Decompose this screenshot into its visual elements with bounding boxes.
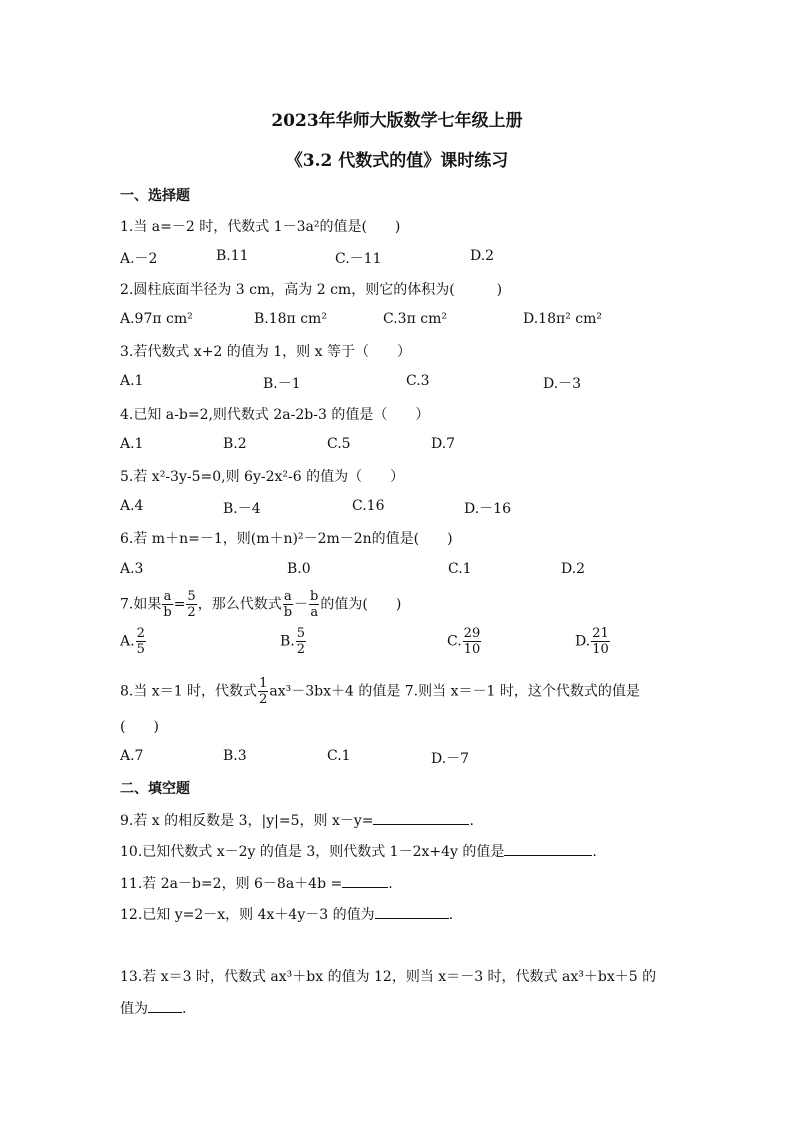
- q7-option-a: A. $\frac{2}{5}$: [120, 626, 145, 657]
- question-4: 4.已知 a-b=2,则代数式 2a-2b-3 的值是（ ）: [120, 407, 430, 423]
- q7-option-d: D. $\frac{21}{10}$: [575, 626, 609, 657]
- q3-option-a: A.1: [120, 373, 144, 389]
- question-11: 11.若 2a－b=2，则 6－8a＋4b = .: [120, 873, 393, 893]
- q10-answer-blank[interactable]: [504, 841, 592, 856]
- question-1: 1.当 a=－2 时，代数式 1－3a²的值是( ): [120, 219, 401, 235]
- question-6: 6.若 m＋n=－1，则(m＋n)²－2m－2n的值是( ): [120, 531, 453, 547]
- q4-option-a: A.1: [120, 436, 144, 452]
- q1-option-d: D.2: [470, 248, 495, 264]
- q7-option-b: B. $\frac{5}{2}$: [280, 626, 306, 657]
- q9-answer-blank[interactable]: [373, 810, 469, 825]
- q6-option-a: A.3: [120, 561, 144, 577]
- q7-fraction-b-over-a: $\frac{b}{a}$: [310, 589, 319, 620]
- q7-fraction-a-over-b: $\frac{a}{b}$: [163, 589, 172, 620]
- q7-option-c: C. $\frac{29}{10}$: [447, 626, 481, 657]
- q3-option-c: C.3: [406, 373, 430, 389]
- q4-option-b: B.2: [223, 436, 247, 452]
- q7-fraction-5-over-2: $\frac{5}{2}$: [187, 589, 196, 620]
- question-7: 7.如果 $\frac{a}{b}$ = $\frac{5}{2}$ ，那么代数式 $\frac{a}{b}$ － $\frac{b}{a}$ 的值为( ): [120, 589, 402, 620]
- q8-option-c: C.1: [327, 748, 351, 764]
- q4-option-c: C.5: [327, 436, 351, 452]
- q1-option-c: C.－11: [335, 251, 382, 267]
- q2-option-d: D.18π² cm²: [523, 311, 602, 327]
- q3-option-b: B.－1: [263, 376, 301, 392]
- q7-fraction-a-over-b-2: $\frac{a}{b}$: [283, 589, 293, 620]
- q5-option-c: C.16: [352, 498, 385, 514]
- q6-option-c: C.1: [448, 561, 472, 577]
- q4-option-d: D.7: [431, 436, 456, 452]
- q2-option-c: C.3π cm²: [383, 311, 447, 327]
- question-2: 2.圆柱底面半径为 3 cm，高为 2 cm，则它的体积为( ): [120, 282, 503, 298]
- q5-option-a: A.4: [120, 498, 144, 514]
- question-5: 5.若 x²-3y-5=0,则 6y-2x²-6 的值为（ ）: [120, 469, 405, 485]
- document-subtitle: 《3.2 代数式的值》课时练习: [285, 151, 509, 171]
- question-9: 9.若 x 的相反数是 3，|y|=5，则 x－y= .: [120, 810, 474, 830]
- question-13-line-2: 值为 .: [120, 998, 186, 1018]
- q2-option-a: A.97π cm²: [120, 311, 193, 327]
- q7-prefix: 7.如果: [120, 596, 162, 613]
- q8-option-b: B.3: [223, 748, 247, 764]
- q2-option-b: B.18π cm²: [254, 311, 327, 327]
- section-heading-fill: 二、填空题: [120, 781, 190, 797]
- section-heading-choice: 一、选择题: [120, 188, 190, 204]
- question-12: 12.已知 y=2－x，则 4x＋4y－3 的值为 .: [120, 904, 453, 924]
- q1-option-b: B.11: [216, 248, 249, 264]
- question-13: 13.若 x＝3 时，代数式 ax³＋bx 的值为 12，则当 x＝－3 时，代数式 ax³＋bx＋5 的: [120, 969, 657, 985]
- q3-option-d: D.－3: [543, 376, 582, 392]
- q8-fraction-1-over-2: $\frac{1}{2}$: [259, 676, 268, 707]
- q8-option-d: D.－7: [431, 751, 470, 767]
- q11-answer-blank[interactable]: [342, 873, 388, 888]
- q5-option-d: D.－16: [464, 501, 511, 517]
- question-8: 8.当 x＝1 时，代数式 $\frac{1}{2}$ ax³－3bx＋4 的值是 7.则当 x＝－1 时，这个代数式的值是: [120, 676, 640, 707]
- q5-option-b: B.－4: [223, 501, 261, 517]
- document-title: 2023年华师大版数学七年级上册: [271, 111, 523, 131]
- question-3: 3.若代数式 x+2 的值为 1，则 x 等于（ ）: [120, 344, 411, 360]
- q8-option-a: A.7: [120, 748, 144, 764]
- question-8-bracket: ( ): [120, 719, 159, 735]
- q1-option-a: A.－2: [120, 251, 158, 267]
- q6-option-d: D.2: [561, 561, 586, 577]
- question-10: 10.已知代数式 x－2y 的值是 3，则代数式 1－2x+4y 的值是 .: [120, 841, 597, 861]
- q6-option-b: B.0: [287, 561, 311, 577]
- q13-answer-blank[interactable]: [148, 998, 182, 1013]
- q12-answer-blank[interactable]: [375, 904, 449, 919]
